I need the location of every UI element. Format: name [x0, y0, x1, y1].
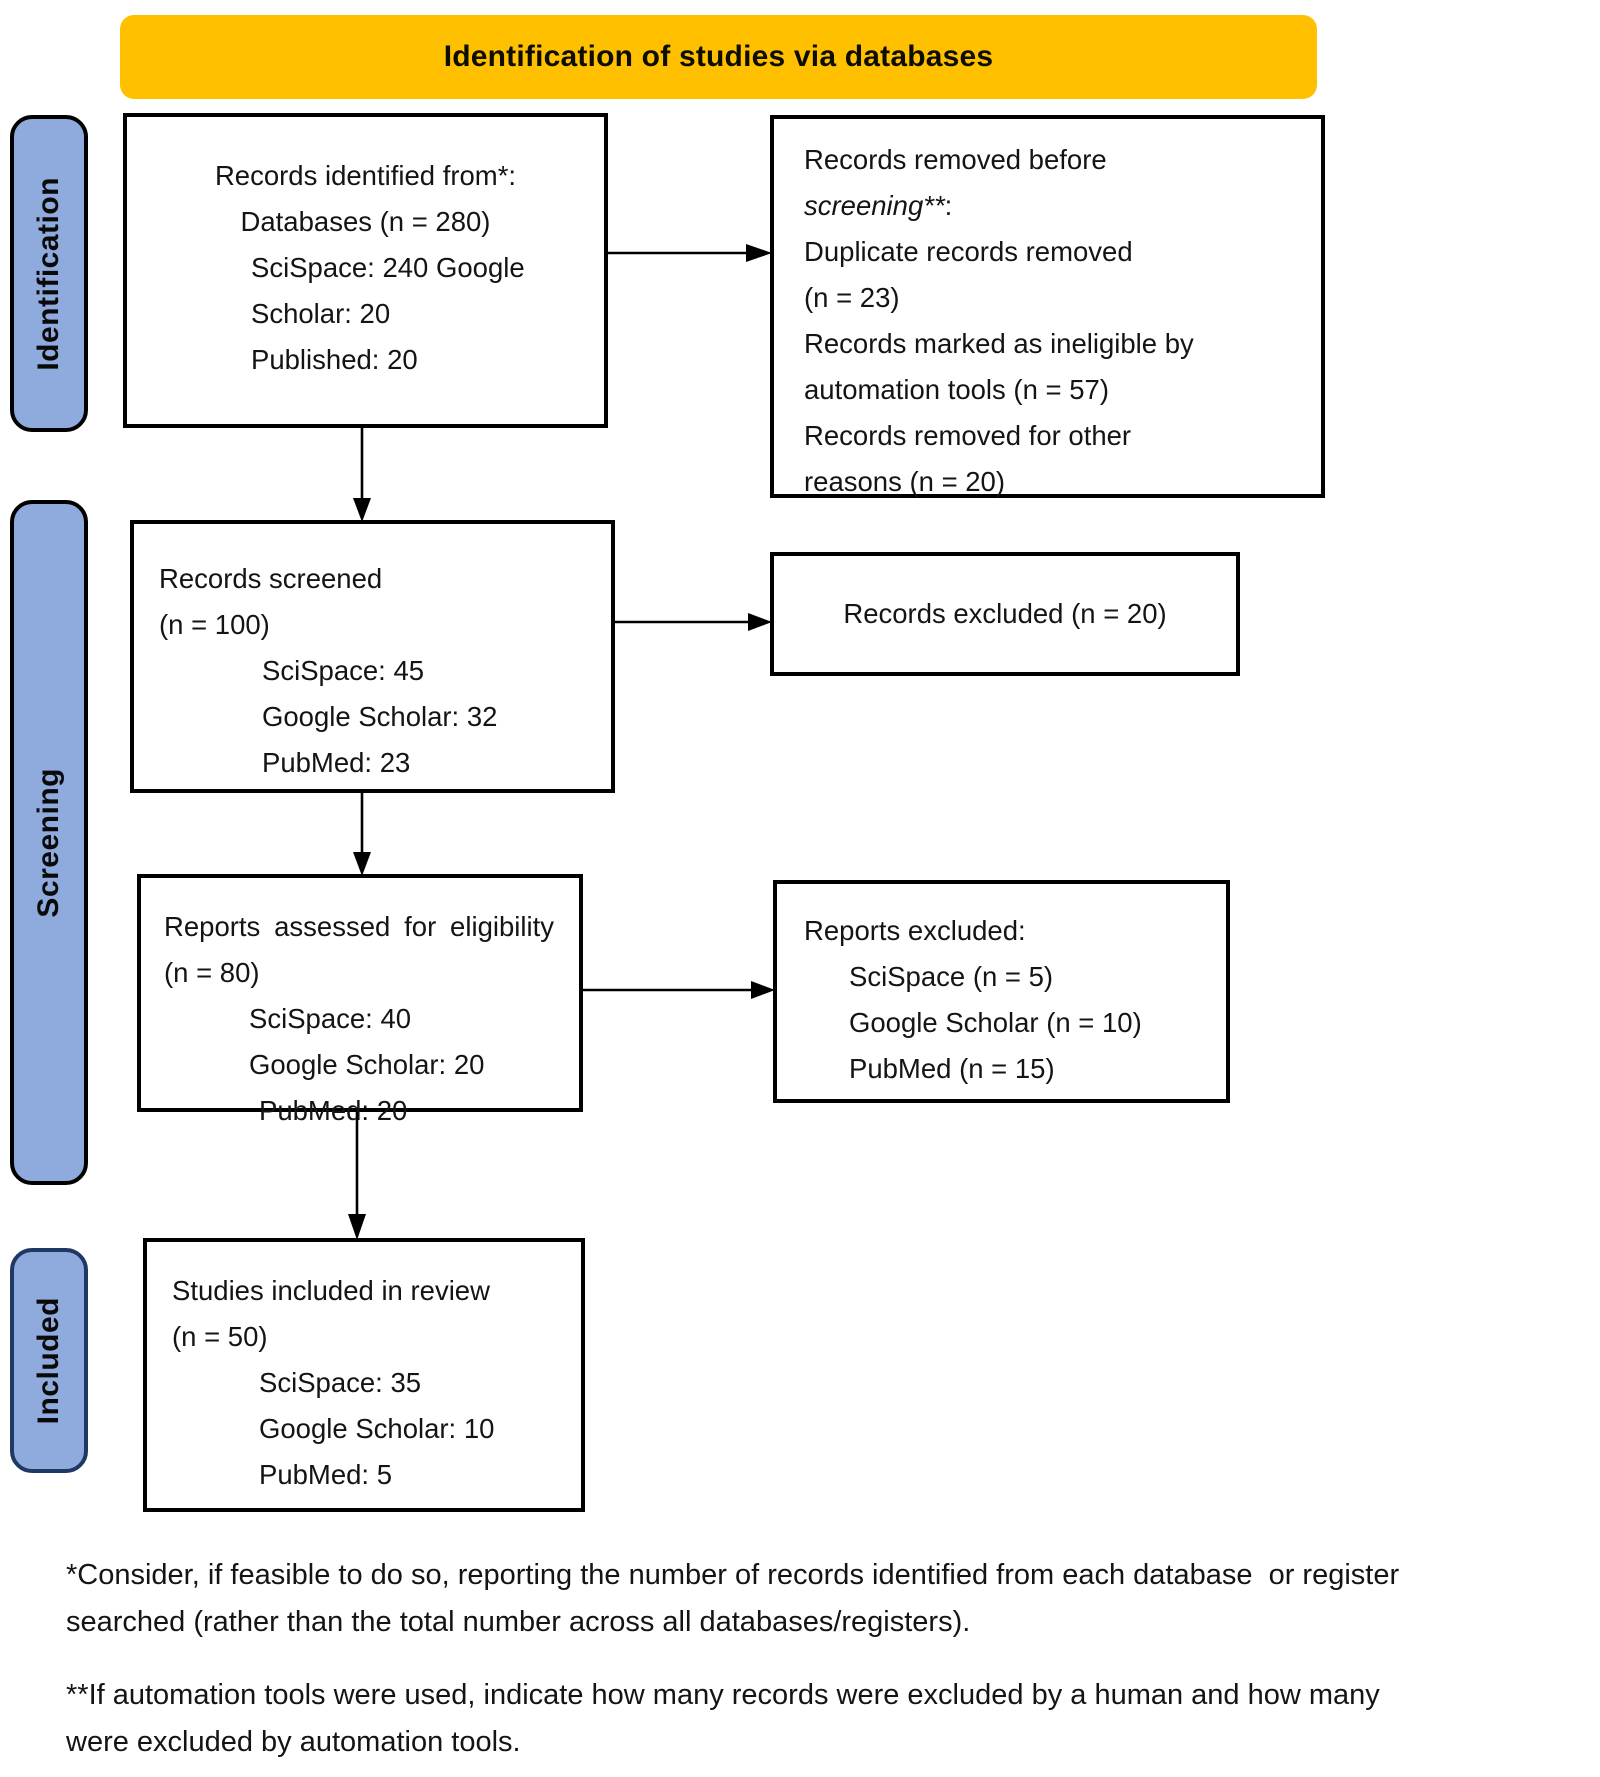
box-reports-excluded [773, 880, 1230, 1103]
arrow-screened-to-assessed [353, 793, 371, 876]
records-removed-line: Records removed for other [804, 420, 1132, 451]
records-screened-line: Records screened [159, 563, 383, 594]
arrow-screened-to-excluded [615, 613, 772, 631]
records-excluded-line: Records excluded (n = 20) [843, 598, 1167, 629]
footnote-line: searched (rather than the total number across all databases/registers). [66, 1606, 971, 1638]
records-identified-line: Published: 20 [251, 344, 418, 375]
records-screened-line: PubMed: 23 [262, 747, 411, 778]
reports-excluded-line: Reports excluded: [804, 915, 1026, 946]
footnote-line: *Consider, if feasible to do so, reporting the number of records identified from each database or register [66, 1559, 1400, 1591]
reports-excluded-line: SciSpace (n = 5) [849, 961, 1054, 992]
records-removed-line: (n = 23) [804, 282, 900, 313]
footnotes [66, 1552, 1566, 1777]
footnote-line: were excluded by automation tools. [66, 1726, 521, 1758]
box-records-identified [123, 113, 608, 428]
reports-excluded-line: Google Scholar (n = 10) [849, 1007, 1142, 1038]
reports-assessed-line: (n = 80) [164, 957, 260, 988]
reports-excluded-line: PubMed (n = 15) [849, 1053, 1055, 1084]
arrow-assessed-to-reports-excluded [583, 981, 775, 999]
records-identified-line: Records identified from*: [214, 160, 517, 191]
studies-included-line: (n = 50) [172, 1321, 268, 1352]
records-screened-line: (n = 100) [159, 609, 270, 640]
reports-assessed-line: PubMed: 20 [259, 1095, 408, 1126]
banner [120, 15, 1317, 99]
records-screened-line: Google Scholar: 32 [262, 701, 498, 732]
banner-title: Identification of studies via databases [443, 40, 994, 73]
box-reports-assessed [137, 874, 583, 1126]
stage-label-identification-text: Identification [32, 176, 65, 371]
reports-assessed-line: Reports assessed for eligibility [164, 911, 554, 942]
footnote-automation [66, 1672, 1566, 1766]
records-removed-line: Records removed before [804, 144, 1107, 175]
studies-included-line: Google Scholar: 10 [259, 1413, 495, 1444]
stage-label-included [10, 1248, 88, 1473]
records-removed-line: automation tools (n = 57) [804, 374, 1109, 405]
records-identified-line: SciSpace: 240 Google [251, 252, 525, 283]
arrow-identified-to-screened [353, 428, 371, 522]
records-removed-line: Duplicate records removed [804, 236, 1133, 267]
stage-label-included-text: Included [32, 1296, 65, 1425]
studies-included-line: PubMed: 5 [259, 1459, 393, 1490]
arrow-identified-to-removed [608, 244, 772, 262]
box-records-removed [770, 115, 1325, 498]
footnote-line: **If automation tools were used, indicate how many records were excluded by a human and how many [66, 1679, 1380, 1711]
footnote-databases [66, 1552, 1566, 1646]
records-removed-line: reasons (n = 20) [804, 466, 1006, 497]
records-identified-line: Databases (n = 280) [240, 206, 491, 237]
studies-included-line: Studies included in review [172, 1275, 490, 1306]
reports-assessed-line: SciSpace: 40 [249, 1003, 412, 1034]
box-records-excluded [770, 552, 1240, 676]
stage-label-screening [10, 500, 88, 1185]
records-identified-line: Scholar: 20 [251, 298, 391, 329]
records-screened-line: SciSpace: 45 [262, 655, 425, 686]
box-records-screened [130, 520, 615, 793]
records-removed-colon: : [944, 190, 953, 221]
records-removed-line [804, 183, 1311, 229]
records-removed-italic: screening** [804, 190, 945, 221]
reports-assessed-line: Google Scholar: 20 [249, 1049, 485, 1080]
box-studies-included [143, 1238, 585, 1512]
records-removed-line: Records marked as ineligible by [804, 328, 1194, 359]
stage-label-identification [10, 115, 88, 432]
studies-included-line: SciSpace: 35 [259, 1367, 422, 1398]
stage-label-screening-text: Screening [32, 767, 65, 918]
